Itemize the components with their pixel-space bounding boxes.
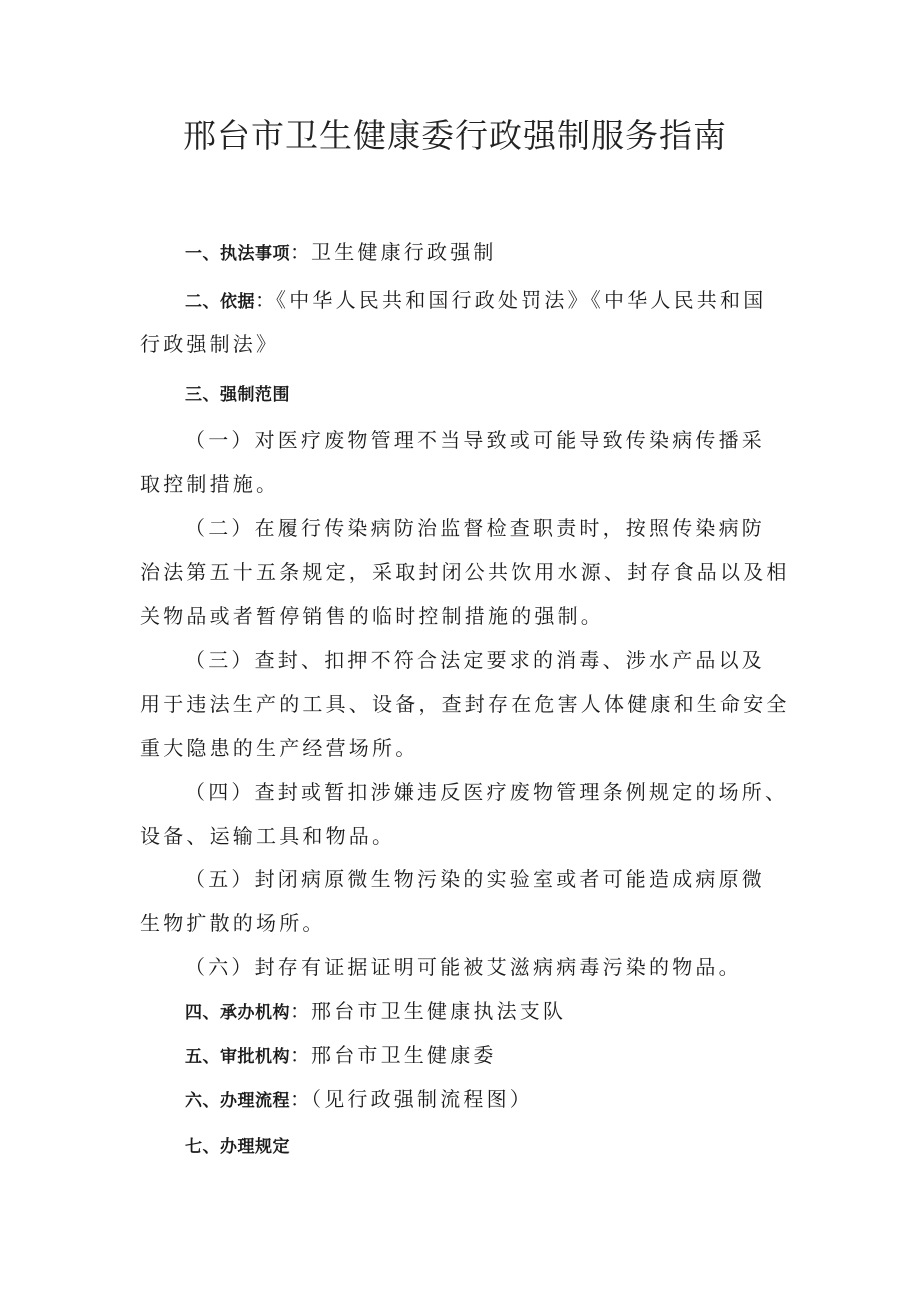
scope-3-line2: 用于违法生产的工具、设备，查封存在危害人体健康和生命安全 bbox=[140, 692, 790, 716]
item-process bbox=[185, 1086, 790, 1114]
scope-4-line1: （四）查封或暂扣涉嫌违反医疗废物管理条例规定的场所、 bbox=[185, 780, 789, 804]
scope-2-line2: 治法第五十五条规定，采取封闭公共饮用水源、封存食品以及相 bbox=[140, 560, 790, 584]
item-approval-label: 五、审批机构 bbox=[185, 1047, 290, 1067]
scope-1-line1: （一）对医疗废物管理不当导致或可能导致传染病传播采 bbox=[185, 428, 765, 452]
item-process-sep: ： bbox=[290, 1087, 311, 1111]
item-process-value: （见行政强制流程图） bbox=[311, 1087, 533, 1111]
item-basis bbox=[185, 287, 790, 315]
document-title: 邢台市卫生健康委行政强制服务指南 bbox=[183, 116, 727, 155]
item-matter-label: 一、执法事项 bbox=[185, 244, 290, 264]
item-matter bbox=[185, 239, 790, 267]
scope-4-line2: 设备、运输工具和物品。 bbox=[140, 824, 396, 848]
item-approval-sep: ： bbox=[290, 1043, 311, 1067]
scope-6-line1: （六）封存有证据证明可能被艾滋病病毒污染的物品。 bbox=[185, 955, 742, 979]
scope-3-line3: 重大隐患的生产经营场所。 bbox=[140, 736, 419, 760]
scope-2-line1: （二）在履行传染病防治监督检查职责时，按照传染病防 bbox=[185, 516, 765, 540]
item-rules-label: 七、办理规定 bbox=[185, 1137, 290, 1157]
item-basis-sep: ： bbox=[255, 288, 276, 312]
item-agency-sep: ： bbox=[290, 999, 311, 1023]
item-agency bbox=[185, 998, 790, 1026]
item-approval-value: 邢台市卫生健康委 bbox=[311, 1043, 497, 1067]
item-matter-value: 卫生健康行政强制 bbox=[311, 240, 497, 264]
item-agency-label: 四、承办机构 bbox=[185, 1003, 290, 1023]
item-basis-value-line1: 《中华人民共和国行政处罚法》《中华人民共和国 bbox=[276, 288, 767, 312]
item-process-label: 六、办理流程 bbox=[185, 1091, 290, 1111]
item-rules bbox=[185, 1132, 790, 1160]
scope-2-line3: 关物品或者暂停销售的临时控制措施的强制。 bbox=[140, 604, 604, 628]
scope-5-line2: 生物扩散的场所。 bbox=[140, 911, 326, 935]
scope-5-line1: （五）封闭病原微生物污染的实验室或者可能造成病原微 bbox=[185, 867, 765, 891]
item-scope-label: 三、强制范围 bbox=[185, 385, 290, 405]
item-approval bbox=[185, 1042, 790, 1070]
item-agency-value: 邢台市卫生健康执法支队 bbox=[311, 999, 567, 1023]
scope-1-line2: 取控制措施。 bbox=[140, 472, 280, 496]
item-matter-sep: ： bbox=[290, 240, 311, 264]
item-basis-line2: 行政强制法》 bbox=[140, 332, 280, 356]
scope-3-line1: （三）查封、扣押不符合法定要求的消毒、涉水产品以及 bbox=[185, 648, 765, 672]
item-scope bbox=[185, 380, 790, 408]
item-basis-label: 二、依据 bbox=[185, 292, 255, 312]
